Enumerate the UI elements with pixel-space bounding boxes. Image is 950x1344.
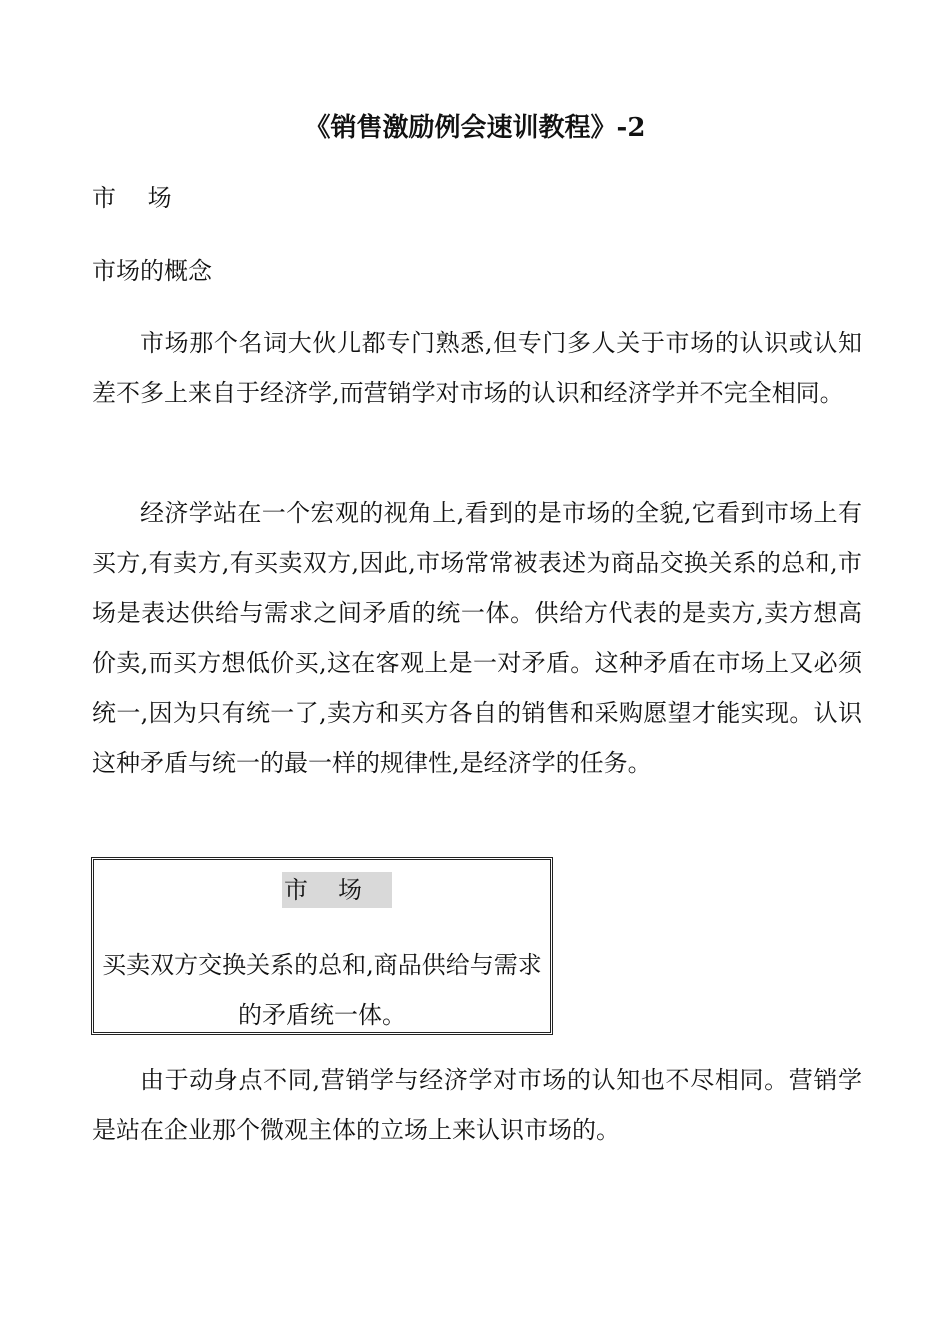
paragraph-1: 市场那个名词大伙儿都专门熟悉,但专门多人关于市场的认识或认知差不多上来自于经济学,而营销学对市场的认识和经济学并不完全相同。 (92, 329, 862, 407)
paragraph-2: 经济学站在一个宏观的视角上,看到的是市场的全貌,它看到市场上有买方,有卖方,有买卖双方,因此,市场常常被表述为商品交换关系的总和,市场是表达供给与需求之间矛盾的统一体。供给方代表的是卖方,卖方想高价卖,而买方想低价买,这在客观上是一对矛盾。这种矛盾在市场上又必须统一,因为只有统一了,卖方和买方各自的销售和采购愿望才能实现。认识这种矛盾与统一的最一样的规律性,是经济学的任务。 (92, 499, 862, 777)
subsection-heading-concept: 市场的概念 (92, 257, 212, 285)
definition-box-text: 买卖双方交换关系的总和,商品供给与需求的矛盾统一体。 (102, 951, 542, 1029)
section-heading-market: 市 场 (92, 184, 184, 212)
document-title: 《销售激励例会速训教程》-2 (304, 113, 646, 143)
definition-box-title (94, 872, 550, 908)
definition-box-title-text: 市场 (282, 872, 392, 908)
definition-box (91, 857, 553, 1035)
paragraph-3: 由于动身点不同,营销学与经济学对市场的认知也不尽相同。营销学是站在企业那个微观主体的立场上来认识市场的。 (92, 1066, 862, 1144)
